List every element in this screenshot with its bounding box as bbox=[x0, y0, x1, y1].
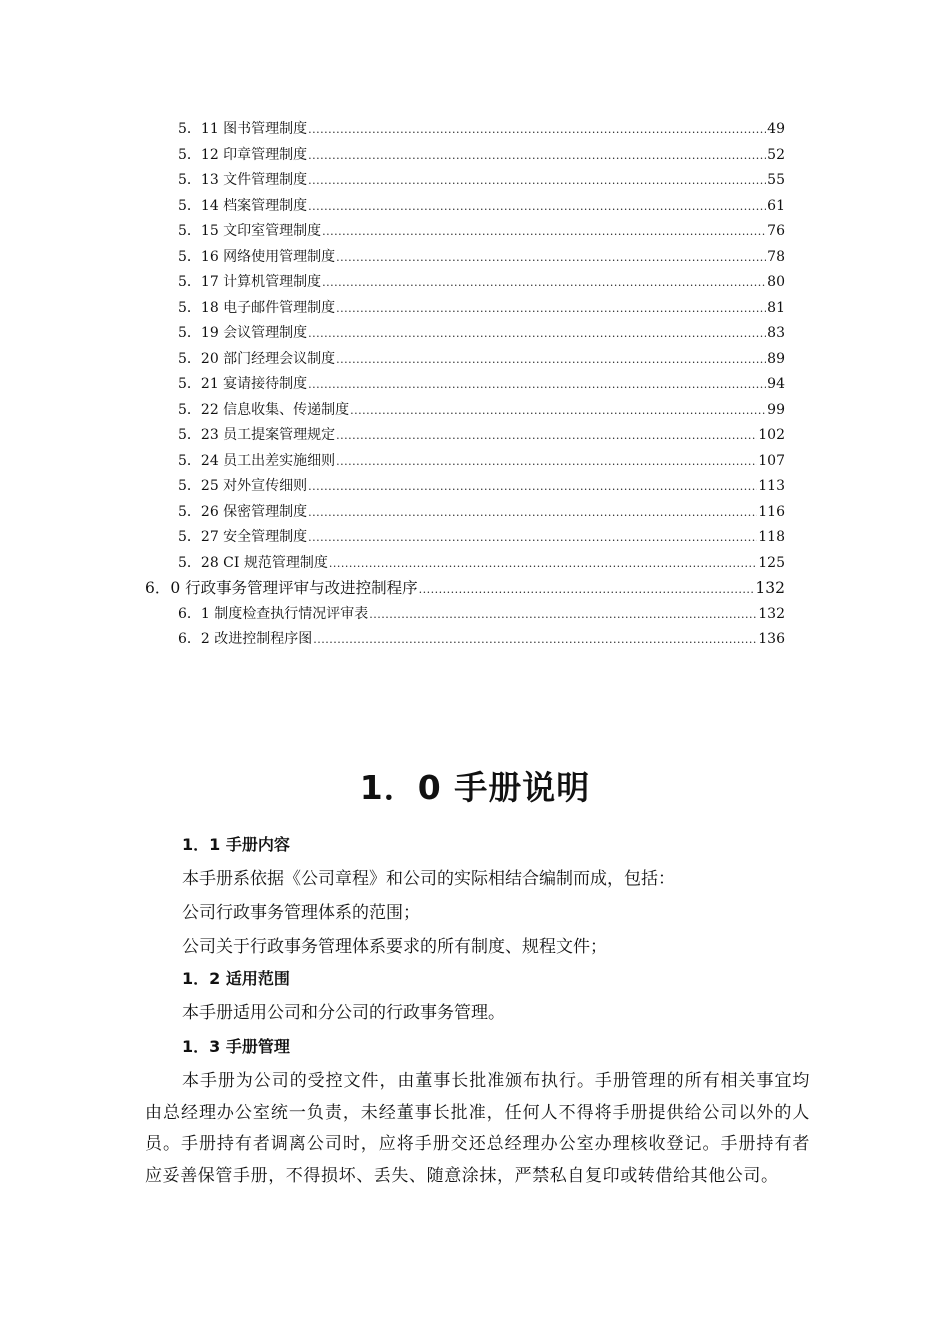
toc-leader-dots bbox=[313, 627, 757, 653]
toc-entry-label: 5．18 电子邮件管理制度 bbox=[178, 299, 336, 316]
toc-entry[interactable] bbox=[145, 474, 785, 500]
toc-entry-label: 5．13 文件管理制度 bbox=[178, 172, 308, 188]
toc-leader-dots bbox=[308, 194, 766, 220]
paragraph: 本手册适用公司和分公司的行政事务管理。 bbox=[182, 1003, 505, 1023]
toc-entry-label: 5．28 CI 规范管理制度 bbox=[178, 554, 328, 571]
toc-leader-dots bbox=[322, 270, 766, 296]
toc-entry[interactable] bbox=[145, 296, 785, 322]
toc-entry[interactable] bbox=[145, 347, 785, 373]
toc-entry[interactable] bbox=[145, 627, 785, 653]
section-heading: 1．1 手册内容 bbox=[182, 835, 290, 854]
toc-entry[interactable] bbox=[145, 245, 785, 271]
toc-leader-dots bbox=[308, 143, 766, 169]
toc-entry[interactable] bbox=[145, 449, 785, 475]
section-1-1-body bbox=[145, 862, 810, 964]
toc-entry[interactable] bbox=[145, 219, 785, 245]
toc-entry[interactable] bbox=[145, 117, 785, 143]
section-1-2 bbox=[145, 966, 810, 989]
toc-entry-page-number: 136 bbox=[758, 631, 785, 647]
toc-leader-dots bbox=[308, 474, 757, 500]
toc-entry-page-number: 81 bbox=[767, 299, 785, 316]
toc-entry-label: 5．22 信息收集、传递制度 bbox=[178, 401, 350, 418]
toc-entry-page-number: 49 bbox=[767, 121, 785, 137]
section-1-2-body bbox=[145, 996, 810, 1030]
toc-entry[interactable] bbox=[145, 372, 785, 398]
toc-leader-dots bbox=[308, 372, 766, 398]
toc-leader-dots bbox=[308, 168, 766, 194]
toc-entry-page-number: 116 bbox=[758, 503, 785, 520]
toc-entry[interactable] bbox=[145, 168, 785, 194]
toc-entry-label: 5．24 员工出差实施细则 bbox=[178, 452, 336, 469]
toc-entry-label: 6．2 改进控制程序图 bbox=[178, 631, 313, 647]
toc-entry[interactable] bbox=[145, 143, 785, 169]
toc-entry[interactable] bbox=[145, 194, 785, 220]
toc-entry-page-number: 83 bbox=[767, 325, 785, 341]
toc-entry[interactable] bbox=[145, 525, 785, 551]
toc-leader-dots bbox=[322, 219, 766, 245]
toc-leader-dots bbox=[308, 117, 766, 143]
toc-entry-label: 5．19 会议管理制度 bbox=[178, 325, 308, 341]
section-1-3 bbox=[145, 1034, 810, 1057]
toc-entry[interactable] bbox=[145, 270, 785, 296]
toc-entry-label: 5．11 图书管理制度 bbox=[178, 121, 308, 137]
toc-entry[interactable] bbox=[145, 321, 785, 347]
toc-entry-label: 6．0 行政事务管理评审与改进控制程序 bbox=[145, 579, 418, 597]
toc-entry-label: 5．26 保密管理制度 bbox=[178, 503, 308, 520]
toc-entry-page-number: 76 bbox=[767, 223, 785, 239]
toc-entry-label: 5．25 对外宣传细则 bbox=[178, 478, 308, 494]
paragraph: 公司行政事务管理体系的范围； bbox=[182, 903, 420, 923]
paragraph: 本手册为公司的受控文件，由董事长批准颁布执行。手册管理的所有相关事宜均由总经理办公室统一负责，未经董事长批准，任何人不得将手册提供给公司以外的人员。手册持有者调离公司时，应将手册交还总经理办公室办理核收登记。手册持有者应妥善保管手册，不得损坏、丢失、随意涂抹，严禁私自复印或转借给其他公司。 bbox=[145, 1071, 810, 1186]
toc-entry-label: 5．12 印章管理制度 bbox=[178, 146, 308, 163]
toc-leader-dots bbox=[336, 245, 766, 271]
section-1-3-body bbox=[145, 1066, 810, 1192]
toc-entry-label: 5．16 网络使用管理制度 bbox=[178, 248, 336, 265]
toc-entry-label: 5．17 计算机管理制度 bbox=[178, 274, 322, 290]
toc-entry-label: 5．23 员工提案管理规定 bbox=[178, 427, 336, 443]
toc-entry-page-number: 80 bbox=[767, 274, 785, 290]
toc-entry-page-number: 89 bbox=[767, 350, 785, 367]
toc-entry-page-number: 78 bbox=[767, 248, 785, 265]
toc-leader-dots bbox=[336, 296, 766, 322]
toc-entry-page-number: 125 bbox=[758, 554, 785, 571]
toc-entry-page-number: 61 bbox=[767, 197, 785, 214]
toc-leader-dots bbox=[419, 577, 755, 603]
toc-leader-dots bbox=[308, 321, 766, 347]
toc-entry[interactable] bbox=[145, 551, 785, 577]
toc-entry-page-number: 55 bbox=[767, 172, 785, 188]
paragraph: 本手册系依据《公司章程》和公司的实际相结合编制而成，包括： bbox=[182, 869, 675, 889]
toc-entry-page-number: 102 bbox=[758, 427, 785, 443]
toc-entry-label: 5．27 安全管理制度 bbox=[178, 529, 308, 545]
toc-leader-dots bbox=[308, 500, 757, 526]
toc-leader-dots bbox=[369, 602, 757, 628]
paragraph: 公司关于行政事务管理体系要求的所有制度、规程文件； bbox=[182, 937, 607, 957]
toc-entry-page-number: 94 bbox=[767, 376, 785, 392]
toc-leader-dots bbox=[308, 525, 757, 551]
section-heading: 1．3 手册管理 bbox=[182, 1037, 290, 1056]
toc-entry-page-number: 118 bbox=[758, 529, 785, 545]
toc-entry-label: 5．20 部门经理会议制度 bbox=[178, 350, 336, 367]
toc-entry[interactable] bbox=[145, 500, 785, 526]
toc-leader-dots bbox=[336, 449, 757, 475]
toc-entry-page-number: 107 bbox=[758, 452, 785, 469]
toc-entry-page-number: 132 bbox=[758, 605, 785, 622]
toc-entry-label: 6．1 制度检查执行情况评审表 bbox=[178, 605, 369, 622]
toc-entry[interactable] bbox=[145, 423, 785, 449]
toc-entry-page-number: 113 bbox=[758, 478, 785, 494]
toc-leader-dots bbox=[350, 398, 766, 424]
section-heading: 1．2 适用范围 bbox=[182, 969, 290, 988]
table-of-contents bbox=[145, 117, 785, 653]
toc-entry[interactable] bbox=[145, 398, 785, 424]
toc-entry[interactable] bbox=[145, 602, 785, 628]
toc-entry-page-number: 52 bbox=[767, 146, 785, 163]
toc-entry-label: 5．15 文印室管理制度 bbox=[178, 223, 322, 239]
toc-leader-dots bbox=[336, 423, 757, 449]
chapter-title: 1．0 手册说明 bbox=[359, 768, 591, 807]
section-1-1 bbox=[145, 832, 810, 855]
toc-leader-dots bbox=[329, 551, 757, 577]
toc-entry-page-number: 99 bbox=[767, 401, 785, 418]
toc-entry-page-number: 132 bbox=[755, 579, 785, 597]
toc-entry-label: 5．21 宴请接待制度 bbox=[178, 376, 308, 392]
toc-entry[interactable] bbox=[145, 576, 785, 602]
toc-entry-label: 5．14 档案管理制度 bbox=[178, 197, 308, 214]
toc-leader-dots bbox=[336, 347, 766, 373]
